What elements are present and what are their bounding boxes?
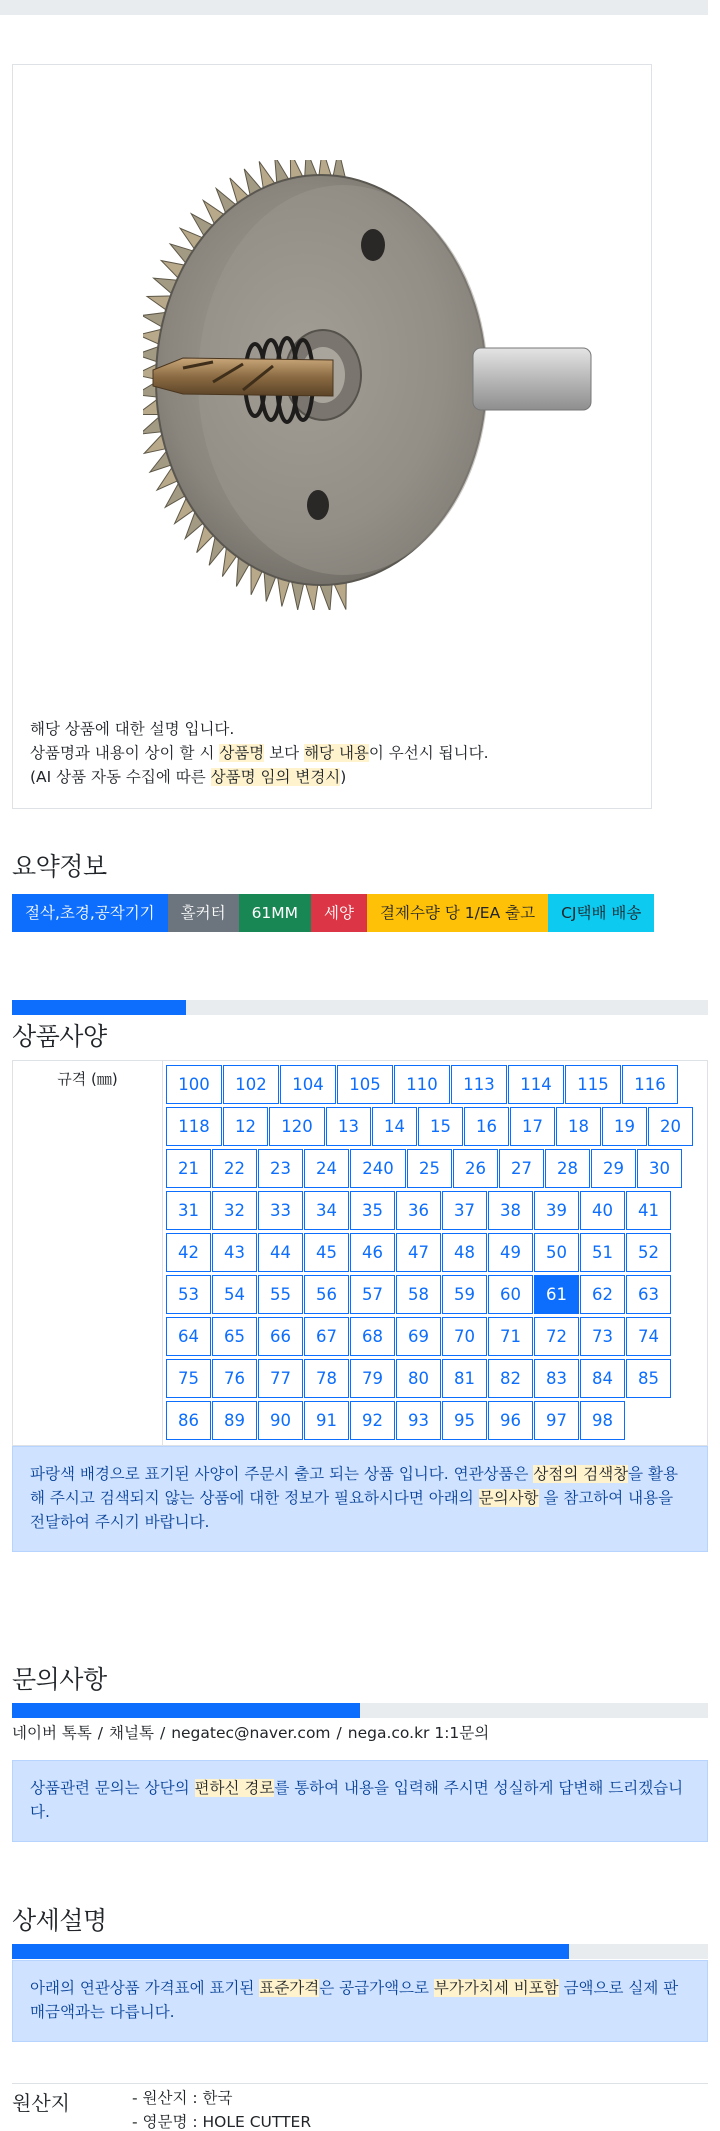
size-option-95[interactable]: 95 (442, 1401, 487, 1440)
summary-badge: 결제수량 당 1/EA 출고 (367, 894, 548, 932)
size-option-98[interactable]: 98 (580, 1401, 625, 1440)
origin-item: - 영문명 : HOLE CUTTER (132, 2113, 312, 2131)
text-segment: 파랑색 배경으로 표기된 사양이 주문시 출고 되는 상품 입니다. 연관상품은 (30, 1465, 534, 1483)
text-segment: 금액으로 실제 판매금액과는 다릅니다. (30, 1979, 679, 2021)
highlight-text: 문의사항 (478, 1489, 539, 1507)
size-option-116[interactable]: 116 (622, 1065, 678, 1104)
size-option-47[interactable]: 47 (396, 1233, 441, 1272)
size-option-16[interactable]: 16 (464, 1107, 509, 1146)
description-line (30, 765, 630, 789)
highlight-text: 편하신 경로 (194, 1779, 275, 1797)
text-segment: 이 우선시 됩니다. (368, 744, 489, 762)
size-option-73[interactable]: 73 (580, 1317, 625, 1356)
detail-progress-fill (12, 1944, 569, 1959)
size-option-34[interactable]: 34 (304, 1191, 349, 1230)
size-option-44[interactable]: 44 (258, 1233, 303, 1272)
origin-label: 원산지 (12, 2091, 70, 2115)
product-description (30, 717, 630, 789)
size-option-29[interactable]: 29 (591, 1149, 636, 1188)
size-option-75[interactable]: 75 (166, 1359, 211, 1398)
size-row (166, 1107, 706, 1149)
origin-list (132, 2086, 311, 2131)
size-option-118[interactable]: 118 (166, 1107, 222, 1146)
spec-table (12, 1060, 708, 1446)
specs-title: 상품사양 (12, 1022, 107, 1051)
summary-badge: 61MM (239, 894, 311, 932)
size-row (166, 1401, 706, 1443)
size-option-96[interactable]: 96 (488, 1401, 533, 1440)
size-option-120[interactable]: 120 (269, 1107, 325, 1146)
size-option-77[interactable]: 77 (258, 1359, 303, 1398)
size-option-57[interactable]: 57 (350, 1275, 395, 1314)
size-option-78[interactable]: 78 (304, 1359, 349, 1398)
separator: / (336, 1724, 342, 1742)
size-option-27[interactable]: 27 (499, 1149, 544, 1188)
size-option-110[interactable]: 110 (394, 1065, 450, 1104)
size-row (166, 1317, 706, 1359)
size-option-67[interactable]: 67 (304, 1317, 349, 1356)
size-option-240[interactable]: 240 (350, 1149, 406, 1188)
top-progress-bar (0, 0, 708, 15)
size-option-24[interactable]: 24 (304, 1149, 349, 1188)
contact-link[interactable]: 네이버 톡톡 (12, 1724, 92, 1742)
highlight-text: 해당 내용 (304, 744, 369, 762)
size-option-58[interactable]: 58 (396, 1275, 441, 1314)
size-option-17[interactable]: 17 (510, 1107, 555, 1146)
size-option-26[interactable]: 26 (453, 1149, 498, 1188)
size-option-53[interactable]: 53 (166, 1275, 211, 1314)
text-segment: 을 활용해 주시고 검색되지 않는 상품에 대한 정보가 필요하시다면 아래의 (30, 1465, 679, 1507)
size-option-79[interactable]: 79 (350, 1359, 395, 1398)
size-option-92[interactable]: 92 (350, 1401, 395, 1440)
size-option-62[interactable]: 62 (580, 1275, 625, 1314)
size-row (166, 1275, 706, 1317)
highlight-text: 상품명 임의 변경시 (210, 768, 341, 786)
detail-title: 상세설명 (12, 1906, 107, 1935)
summary-badge: 홀커터 (168, 894, 239, 932)
size-option-115[interactable]: 115 (565, 1065, 621, 1104)
size-option-64[interactable]: 64 (166, 1317, 211, 1356)
size-option-114[interactable]: 114 (508, 1065, 564, 1104)
text-segment: 은 공급가액으로 (319, 1979, 434, 1997)
size-option-82[interactable]: 82 (488, 1359, 533, 1398)
size-option-32[interactable]: 32 (212, 1191, 257, 1230)
contact-link[interactable]: negatec@naver.com (171, 1724, 331, 1742)
size-option-41[interactable]: 41 (626, 1191, 671, 1230)
text-segment: 상품명과 내용이 상이 할 시 (30, 744, 220, 762)
separator: / (97, 1724, 104, 1742)
specs-progress (12, 1000, 708, 1015)
size-option-54[interactable]: 54 (212, 1275, 257, 1314)
size-option-30[interactable]: 30 (637, 1149, 682, 1188)
size-option-33[interactable]: 33 (258, 1191, 303, 1230)
text-segment: 해당 상품에 대한 설명 입니다. (30, 720, 235, 738)
size-option-50[interactable]: 50 (534, 1233, 579, 1272)
size-option-83[interactable]: 83 (534, 1359, 579, 1398)
contact-link[interactable]: 채널톡 (109, 1724, 154, 1742)
size-row (166, 1233, 706, 1275)
size-option-76[interactable]: 76 (212, 1359, 257, 1398)
size-option-40[interactable]: 40 (580, 1191, 625, 1230)
size-option-104[interactable]: 104 (280, 1065, 336, 1104)
size-option-61[interactable]: 61 (534, 1275, 579, 1314)
inquiry-progress-fill (12, 1703, 360, 1718)
size-row (166, 1149, 706, 1191)
size-option-55[interactable]: 55 (258, 1275, 303, 1314)
size-option-21[interactable]: 21 (166, 1149, 211, 1188)
size-option-18[interactable]: 18 (556, 1107, 601, 1146)
size-option-90[interactable]: 90 (258, 1401, 303, 1440)
size-option-66[interactable]: 66 (258, 1317, 303, 1356)
size-option-23[interactable]: 23 (258, 1149, 303, 1188)
summary-badge: 절삭,초경,공작기기 (12, 894, 168, 932)
specs-progress-fill (12, 1000, 186, 1015)
detail-progress (12, 1944, 708, 1959)
description-line (30, 741, 630, 765)
inquiry-title: 문의사항 (12, 1665, 107, 1694)
size-option-71[interactable]: 71 (488, 1317, 533, 1356)
size-option-56[interactable]: 56 (304, 1275, 349, 1314)
size-option-59[interactable]: 59 (442, 1275, 487, 1314)
size-option-113[interactable]: 113 (451, 1065, 507, 1104)
size-option-48[interactable]: 48 (442, 1233, 487, 1272)
size-options (166, 1065, 706, 1443)
product-image (143, 160, 593, 610)
size-option-68[interactable]: 68 (350, 1317, 395, 1356)
highlight-text: 상점의 검색창 (533, 1465, 629, 1483)
size-option-89[interactable]: 89 (212, 1401, 257, 1440)
highlight-text: 표준가격 (259, 1979, 320, 1997)
size-option-63[interactable]: 63 (626, 1275, 671, 1314)
size-option-91[interactable]: 91 (304, 1401, 349, 1440)
size-option-14[interactable]: 14 (372, 1107, 417, 1146)
highlight-text: 부가가치세 비포함 (433, 1979, 559, 1997)
size-option-20[interactable]: 20 (648, 1107, 693, 1146)
size-row (166, 1359, 706, 1401)
size-option-42[interactable]: 42 (166, 1233, 211, 1272)
size-option-31[interactable]: 31 (166, 1191, 211, 1230)
size-option-35[interactable]: 35 (350, 1191, 395, 1230)
text-segment: 을 참고하여 내용을 전달하여 주시기 바랍니다. (30, 1489, 674, 1531)
size-option-65[interactable]: 65 (212, 1317, 257, 1356)
description-line (30, 717, 630, 741)
specs-notice (12, 1446, 708, 1552)
size-option-102[interactable]: 102 (223, 1065, 279, 1104)
size-option-36[interactable]: 36 (396, 1191, 441, 1230)
size-option-93[interactable]: 93 (396, 1401, 441, 1440)
size-row (166, 1191, 706, 1233)
size-option-19[interactable]: 19 (602, 1107, 647, 1146)
size-option-97[interactable]: 97 (534, 1401, 579, 1440)
contact-channels (12, 1721, 489, 1743)
size-option-81[interactable]: 81 (442, 1359, 487, 1398)
size-option-15[interactable]: 15 (418, 1107, 463, 1146)
summary-badge: 세양 (311, 894, 367, 932)
text-segment: ) (340, 768, 347, 786)
origin-item: - 원산지 : 한국 (132, 2089, 233, 2107)
size-option-13[interactable]: 13 (326, 1107, 371, 1146)
summary-badges (12, 894, 654, 932)
size-option-86[interactable]: 86 (166, 1401, 211, 1440)
size-option-84[interactable]: 84 (580, 1359, 625, 1398)
size-option-52[interactable]: 52 (626, 1233, 671, 1272)
text-segment: 보다 (264, 744, 305, 762)
inquiry-progress (12, 1703, 708, 1718)
size-option-28[interactable]: 28 (545, 1149, 590, 1188)
spec-label: 규격 (㎜) (13, 1061, 163, 1445)
inquiry-notice (12, 1760, 708, 1842)
separator: / (159, 1724, 166, 1742)
size-option-37[interactable]: 37 (442, 1191, 487, 1230)
summary-title: 요약정보 (12, 852, 107, 881)
size-option-43[interactable]: 43 (212, 1233, 257, 1272)
summary-badge: CJ택배 배송 (548, 894, 654, 932)
size-option-70[interactable]: 70 (442, 1317, 487, 1356)
origin-row (12, 2083, 708, 2131)
size-option-39[interactable]: 39 (534, 1191, 579, 1230)
text-segment: 를 통하여 내용을 입력해 주시면 성실하게 답변해 드리겠습니다. (30, 1779, 684, 1821)
text-segment: 상품관련 문의는 상단의 (30, 1779, 195, 1797)
size-option-25[interactable]: 25 (407, 1149, 452, 1188)
size-option-72[interactable]: 72 (534, 1317, 579, 1356)
size-option-74[interactable]: 74 (626, 1317, 671, 1356)
size-option-85[interactable]: 85 (626, 1359, 671, 1398)
size-option-12[interactable]: 12 (223, 1107, 268, 1146)
text-segment: 아래의 연관상품 가격표에 표기된 (30, 1979, 260, 1997)
size-option-69[interactable]: 69 (396, 1317, 441, 1356)
size-option-105[interactable]: 105 (337, 1065, 393, 1104)
size-option-100[interactable]: 100 (166, 1065, 222, 1104)
size-option-60[interactable]: 60 (488, 1275, 533, 1314)
size-option-49[interactable]: 49 (488, 1233, 533, 1272)
contact-link[interactable]: nega.co.kr 1:1문의 (347, 1724, 490, 1742)
highlight-text: 상품명 (219, 744, 265, 762)
text-segment: (AI 상품 자동 수집에 따른 (30, 768, 211, 786)
size-option-45[interactable]: 45 (304, 1233, 349, 1272)
size-option-80[interactable]: 80 (396, 1359, 441, 1398)
size-option-51[interactable]: 51 (580, 1233, 625, 1272)
size-option-46[interactable]: 46 (350, 1233, 395, 1272)
product-card (12, 64, 652, 809)
size-option-22[interactable]: 22 (212, 1149, 257, 1188)
detail-notice (12, 1960, 708, 2042)
size-row (166, 1065, 706, 1107)
size-option-38[interactable]: 38 (488, 1191, 533, 1230)
